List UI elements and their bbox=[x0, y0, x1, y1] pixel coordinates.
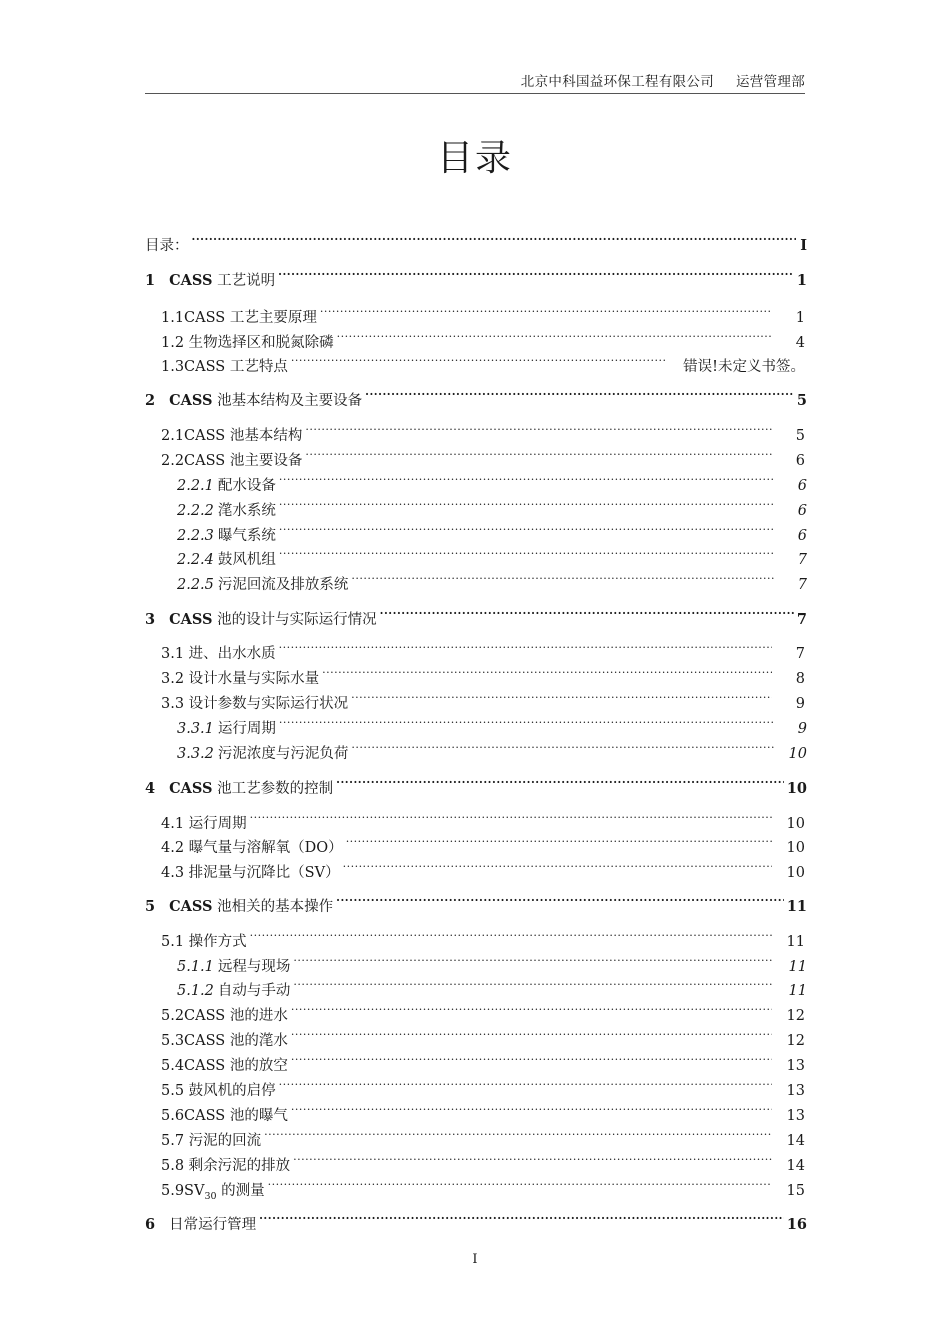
toc-leader-dots bbox=[343, 857, 772, 877]
toc-entry-page: 14 bbox=[786, 1133, 805, 1149]
toc-entry-label bbox=[161, 694, 348, 714]
toc-leader-dots bbox=[264, 1125, 772, 1145]
toc-leader-dots bbox=[351, 688, 772, 708]
toc-leader-dots bbox=[346, 832, 772, 852]
toc-entry-text: 污泥回流及排放系统 bbox=[217, 577, 349, 593]
toc-entry-label bbox=[161, 426, 302, 446]
toc-entry-page: 11 bbox=[788, 983, 807, 999]
toc-entry-label bbox=[177, 501, 276, 521]
toc-entry-page: 6 bbox=[795, 453, 805, 469]
toc-entry-text: CASS 池的设计与实际运行情况 bbox=[169, 611, 377, 628]
toc-entry-label bbox=[145, 897, 333, 917]
toc-entry-page: 6 bbox=[797, 478, 807, 494]
toc-entry[interactable] bbox=[161, 327, 807, 351]
toc-entry-page: 13 bbox=[786, 1058, 805, 1074]
toc-entry-text: 4.3 排泥量与沉降比（SV） bbox=[161, 865, 340, 881]
toc-entry-page: 10 bbox=[786, 840, 805, 856]
toc-entry-text: 远程与现场 bbox=[217, 959, 291, 975]
toc-entry[interactable] bbox=[145, 1209, 807, 1233]
toc-entry-page: 12 bbox=[786, 1033, 805, 1049]
toc-entry-page: 10 bbox=[786, 865, 805, 881]
toc-entry-label bbox=[161, 333, 334, 353]
toc-entry-label bbox=[161, 1006, 288, 1026]
toc-entry-text: 4.2 曝气量与溶解氧（DO） bbox=[161, 840, 343, 856]
toc-leader-dots bbox=[279, 638, 772, 658]
toc-leader-dots bbox=[305, 420, 772, 440]
toc-entry[interactable] bbox=[161, 926, 807, 950]
toc-leader-dots bbox=[293, 1150, 772, 1170]
toc-leader-dots bbox=[279, 1075, 772, 1095]
toc-leader-dots bbox=[351, 569, 774, 589]
toc-entry-number: 5.1.1 bbox=[177, 959, 214, 975]
toc-entry-label bbox=[145, 271, 275, 291]
toc-entry-label bbox=[161, 1181, 265, 1203]
toc-entry-number: 2.2.3 bbox=[177, 528, 214, 544]
toc-leader-dots bbox=[259, 1209, 784, 1229]
toc-entry-text: 5.6CASS 池的曝气 bbox=[161, 1108, 288, 1124]
toc-entry-number: 2.2.1 bbox=[177, 478, 214, 494]
toc-leader-dots bbox=[320, 302, 772, 322]
toc-entry[interactable] bbox=[161, 1000, 807, 1024]
toc-entry-label bbox=[161, 814, 247, 834]
toc-entry[interactable] bbox=[161, 420, 807, 444]
toc-entry[interactable] bbox=[161, 1175, 807, 1202]
toc-leader-dots bbox=[351, 738, 774, 758]
toc-entry-number: 3.3.2 bbox=[177, 746, 214, 762]
toc-entry-label bbox=[177, 476, 276, 496]
toc-entry-label bbox=[145, 391, 362, 411]
toc-entry-text: CASS 池基本结构及主要设备 bbox=[169, 392, 363, 409]
toc-entry-page: 13 bbox=[786, 1108, 805, 1124]
toc-leader-dots bbox=[293, 975, 774, 995]
toc-entry-label bbox=[145, 610, 377, 630]
toc-entry-text: 日常运行管理 bbox=[169, 1217, 257, 1233]
page-title: 目录 bbox=[436, 138, 513, 179]
toc-entry-number: 5.1.2 bbox=[177, 983, 214, 999]
toc-entry-page: 11 bbox=[786, 898, 807, 915]
toc-entry-text: 5.9SV bbox=[161, 1183, 205, 1199]
toc-entry-page: 8 bbox=[795, 671, 805, 687]
toc-entry-number: 3.3.1 bbox=[177, 721, 214, 737]
toc-entry-page: 5 bbox=[795, 428, 805, 444]
toc-leader-dots bbox=[250, 926, 772, 946]
toc-entry-page: I bbox=[800, 237, 807, 254]
toc-entry-label bbox=[177, 550, 276, 570]
toc-entry-label bbox=[177, 719, 276, 739]
toc-entry-label bbox=[177, 744, 348, 764]
toc-entry-text: 3.2 设计水量与实际水量 bbox=[161, 671, 320, 687]
toc-entry-page: 7 bbox=[797, 577, 807, 593]
toc-leader-dots bbox=[279, 520, 774, 540]
toc-entry-text: 5.3CASS 池的滗水 bbox=[161, 1033, 288, 1049]
toc-entry[interactable] bbox=[161, 832, 807, 856]
toc-entry-text: 3.1 进、出水水质 bbox=[161, 646, 276, 662]
toc-entry-page: 10 bbox=[788, 746, 807, 762]
toc-leader-dots bbox=[278, 265, 794, 285]
toc-entry-text: 5.7 污泥的回流 bbox=[161, 1133, 262, 1149]
toc-entry-page: 9 bbox=[795, 696, 805, 712]
toc-entry[interactable] bbox=[177, 713, 807, 737]
toc-entry[interactable] bbox=[145, 773, 807, 797]
toc-entry[interactable] bbox=[145, 265, 807, 289]
toc-entry[interactable] bbox=[161, 857, 807, 881]
toc-entry-page: 6 bbox=[797, 528, 807, 544]
toc-entry[interactable] bbox=[177, 495, 807, 519]
toc-entry-text: 3.3 设计参数与实际运行状况 bbox=[161, 696, 349, 712]
toc-entry-label bbox=[161, 932, 247, 952]
toc-leader-dots bbox=[337, 327, 772, 347]
toc-entry[interactable] bbox=[161, 688, 807, 712]
toc-entry[interactable] bbox=[177, 951, 807, 975]
toc-entry-text: 曝气系统 bbox=[217, 528, 276, 544]
page-header bbox=[521, 70, 805, 90]
toc-entry-number: 1 bbox=[145, 272, 156, 289]
toc-leader-dots bbox=[279, 713, 774, 733]
toc-entry-label bbox=[161, 1031, 288, 1051]
toc-leader-dots bbox=[322, 663, 772, 683]
toc-entry-label bbox=[161, 863, 340, 883]
toc-entry-page: 10 bbox=[786, 816, 805, 832]
toc-entry-text: CASS 池工艺参数的控制 bbox=[169, 780, 334, 797]
toc-entry-label bbox=[161, 669, 319, 689]
toc-entry-page: 4 bbox=[795, 335, 805, 351]
toc-entry[interactable] bbox=[161, 1125, 807, 1149]
toc-leader-dots bbox=[365, 385, 794, 405]
toc-entry-page: 6 bbox=[797, 503, 807, 519]
toc-entry-page: 10 bbox=[786, 780, 807, 797]
toc-entry[interactable] bbox=[177, 569, 807, 593]
toc-entry-text: 5.4CASS 池的放空 bbox=[161, 1058, 288, 1074]
toc-entry[interactable] bbox=[161, 351, 807, 375]
toc-entry-text: 5.5 鼓风机的启停 bbox=[161, 1083, 276, 1099]
toc-entry[interactable] bbox=[161, 1150, 807, 1174]
toc-entry-text: 1.3CASS 工艺特点 bbox=[161, 359, 288, 375]
toc-entry-number: 3 bbox=[145, 611, 156, 628]
toc-leader-dots bbox=[305, 445, 772, 465]
toc-entry-label bbox=[145, 1215, 256, 1235]
toc-entry-label bbox=[161, 308, 317, 328]
toc-entry-text: 1.2 生物选择区和脱氮除磷 bbox=[161, 335, 334, 351]
toc-entry-number: 2.2.5 bbox=[177, 577, 214, 593]
toc-entry-text: 自动与手动 bbox=[217, 983, 291, 999]
toc-entry-tail: 的测量 bbox=[216, 1183, 265, 1199]
toc-entry[interactable] bbox=[161, 1025, 807, 1049]
toc-entry-label bbox=[161, 451, 302, 471]
toc-entry-page: 13 bbox=[786, 1083, 805, 1099]
toc-leader-dots bbox=[291, 1100, 772, 1120]
toc-leader-dots bbox=[291, 1000, 772, 1020]
toc-entry-number: 2.2.2 bbox=[177, 503, 214, 519]
toc-entry[interactable] bbox=[145, 385, 807, 409]
toc-leader-dots bbox=[336, 773, 784, 793]
toc-leader-dots bbox=[291, 1025, 772, 1045]
toc-entry-page: 5 bbox=[796, 392, 807, 409]
toc-entry[interactable] bbox=[161, 663, 807, 687]
toc-entry-label bbox=[145, 779, 333, 799]
toc-entry-number: 2.2.4 bbox=[177, 552, 214, 568]
toc-entry-text: 5.8 剩余污泥的排放 bbox=[161, 1158, 291, 1174]
toc-entry-text: 5.1 操作方式 bbox=[161, 934, 247, 950]
toc-entry[interactable] bbox=[161, 445, 807, 469]
toc-entry-page: 11 bbox=[788, 959, 807, 975]
toc-entry-page: 14 bbox=[786, 1158, 805, 1174]
toc-entry-label bbox=[145, 236, 189, 256]
toc-entry-page: 1 bbox=[795, 310, 805, 326]
toc-leader-dots bbox=[380, 604, 794, 624]
toc-entry[interactable] bbox=[177, 470, 807, 494]
toc-entry[interactable] bbox=[161, 1075, 807, 1099]
toc-entry-label bbox=[161, 838, 343, 858]
toc-entry-text: 运行周期 bbox=[217, 721, 276, 737]
toc-entry-label bbox=[161, 1056, 288, 1076]
toc-entry[interactable] bbox=[177, 544, 807, 568]
toc-entry-label bbox=[161, 1156, 290, 1176]
toc-entry-page: 16 bbox=[786, 1216, 807, 1233]
toc-entry-text: CASS 池相关的基本操作 bbox=[169, 898, 334, 915]
toc-entry-page: 错误!未定义书签。 bbox=[683, 359, 805, 375]
toc-entry-number: 6 bbox=[145, 1216, 156, 1233]
toc-entry[interactable] bbox=[161, 1100, 807, 1124]
toc-entry-page: 7 bbox=[797, 552, 807, 568]
toc-entry-text: 2.1CASS 池基本结构 bbox=[161, 428, 303, 444]
toc-leader-dots bbox=[279, 544, 774, 564]
toc-entry-text: 1.1CASS 工艺主要原理 bbox=[161, 310, 317, 326]
toc-entry-page: 9 bbox=[797, 721, 807, 737]
toc-entry-text: 2.2CASS 池主要设备 bbox=[161, 453, 303, 469]
toc-leader-dots bbox=[293, 951, 774, 971]
toc-entry[interactable] bbox=[145, 604, 807, 628]
toc-entry-label bbox=[161, 644, 276, 664]
toc-entry-label bbox=[161, 1131, 261, 1151]
toc-entry-page: 7 bbox=[795, 646, 805, 662]
toc-entry-text: 5.2CASS 池的进水 bbox=[161, 1008, 288, 1024]
toc-entry-label bbox=[161, 357, 288, 377]
toc-entry-text: 鼓风机组 bbox=[217, 552, 276, 568]
toc-leader-dots bbox=[268, 1175, 772, 1195]
toc-entry-text: 滗水系统 bbox=[217, 503, 276, 519]
toc-entry-page: 11 bbox=[786, 934, 805, 950]
toc-entry[interactable] bbox=[177, 520, 807, 544]
header-rule bbox=[145, 93, 805, 94]
toc-entry-label bbox=[177, 981, 290, 1001]
toc-entry[interactable] bbox=[161, 638, 807, 662]
toc-leader-dots bbox=[250, 808, 772, 828]
toc-leader-dots bbox=[291, 1050, 772, 1070]
toc-entry-label bbox=[177, 957, 290, 977]
toc-entry-label bbox=[161, 1081, 276, 1101]
toc-entry-text: 配水设备 bbox=[217, 478, 276, 494]
toc-leader-dots bbox=[279, 470, 774, 490]
toc-entry-text: 4.1 运行周期 bbox=[161, 816, 247, 832]
toc-entry[interactable] bbox=[177, 738, 807, 762]
company-name: 北京中科国益环保工程有限公司 bbox=[520, 74, 714, 90]
toc-entry[interactable] bbox=[145, 891, 807, 915]
toc-entry[interactable] bbox=[161, 808, 807, 832]
toc-entry-page: 12 bbox=[786, 1008, 805, 1024]
toc-leader-dots bbox=[291, 351, 666, 371]
toc-entry-page: 15 bbox=[786, 1183, 805, 1199]
toc-entry-text: 污泥浓度与污泥负荷 bbox=[217, 746, 349, 762]
toc-entry-page: 7 bbox=[796, 611, 807, 628]
toc-leader-dots bbox=[192, 230, 797, 250]
toc-entry-subscript: 30 bbox=[204, 1191, 217, 1202]
toc-leader-dots bbox=[279, 495, 774, 515]
department-name: 运营管理部 bbox=[736, 74, 805, 90]
toc-entry[interactable] bbox=[161, 302, 807, 326]
toc-entry-text: CASS 工艺说明 bbox=[169, 272, 276, 289]
toc-entry[interactable] bbox=[177, 975, 807, 999]
toc-leader-dots bbox=[336, 891, 784, 911]
toc-entry[interactable] bbox=[145, 230, 807, 254]
toc-entry-number: 5 bbox=[145, 898, 156, 915]
toc-entry[interactable] bbox=[161, 1050, 807, 1074]
toc-entry-label bbox=[177, 575, 348, 595]
toc-entry-number: 2 bbox=[145, 392, 156, 409]
toc-entry-label bbox=[161, 1106, 288, 1126]
toc-entry-text: 目录： bbox=[145, 238, 189, 254]
toc-entry-number: 4 bbox=[145, 780, 156, 797]
toc-entry-page: 1 bbox=[796, 272, 807, 289]
page-number: I bbox=[472, 1252, 478, 1267]
toc-entry-label bbox=[177, 526, 276, 546]
